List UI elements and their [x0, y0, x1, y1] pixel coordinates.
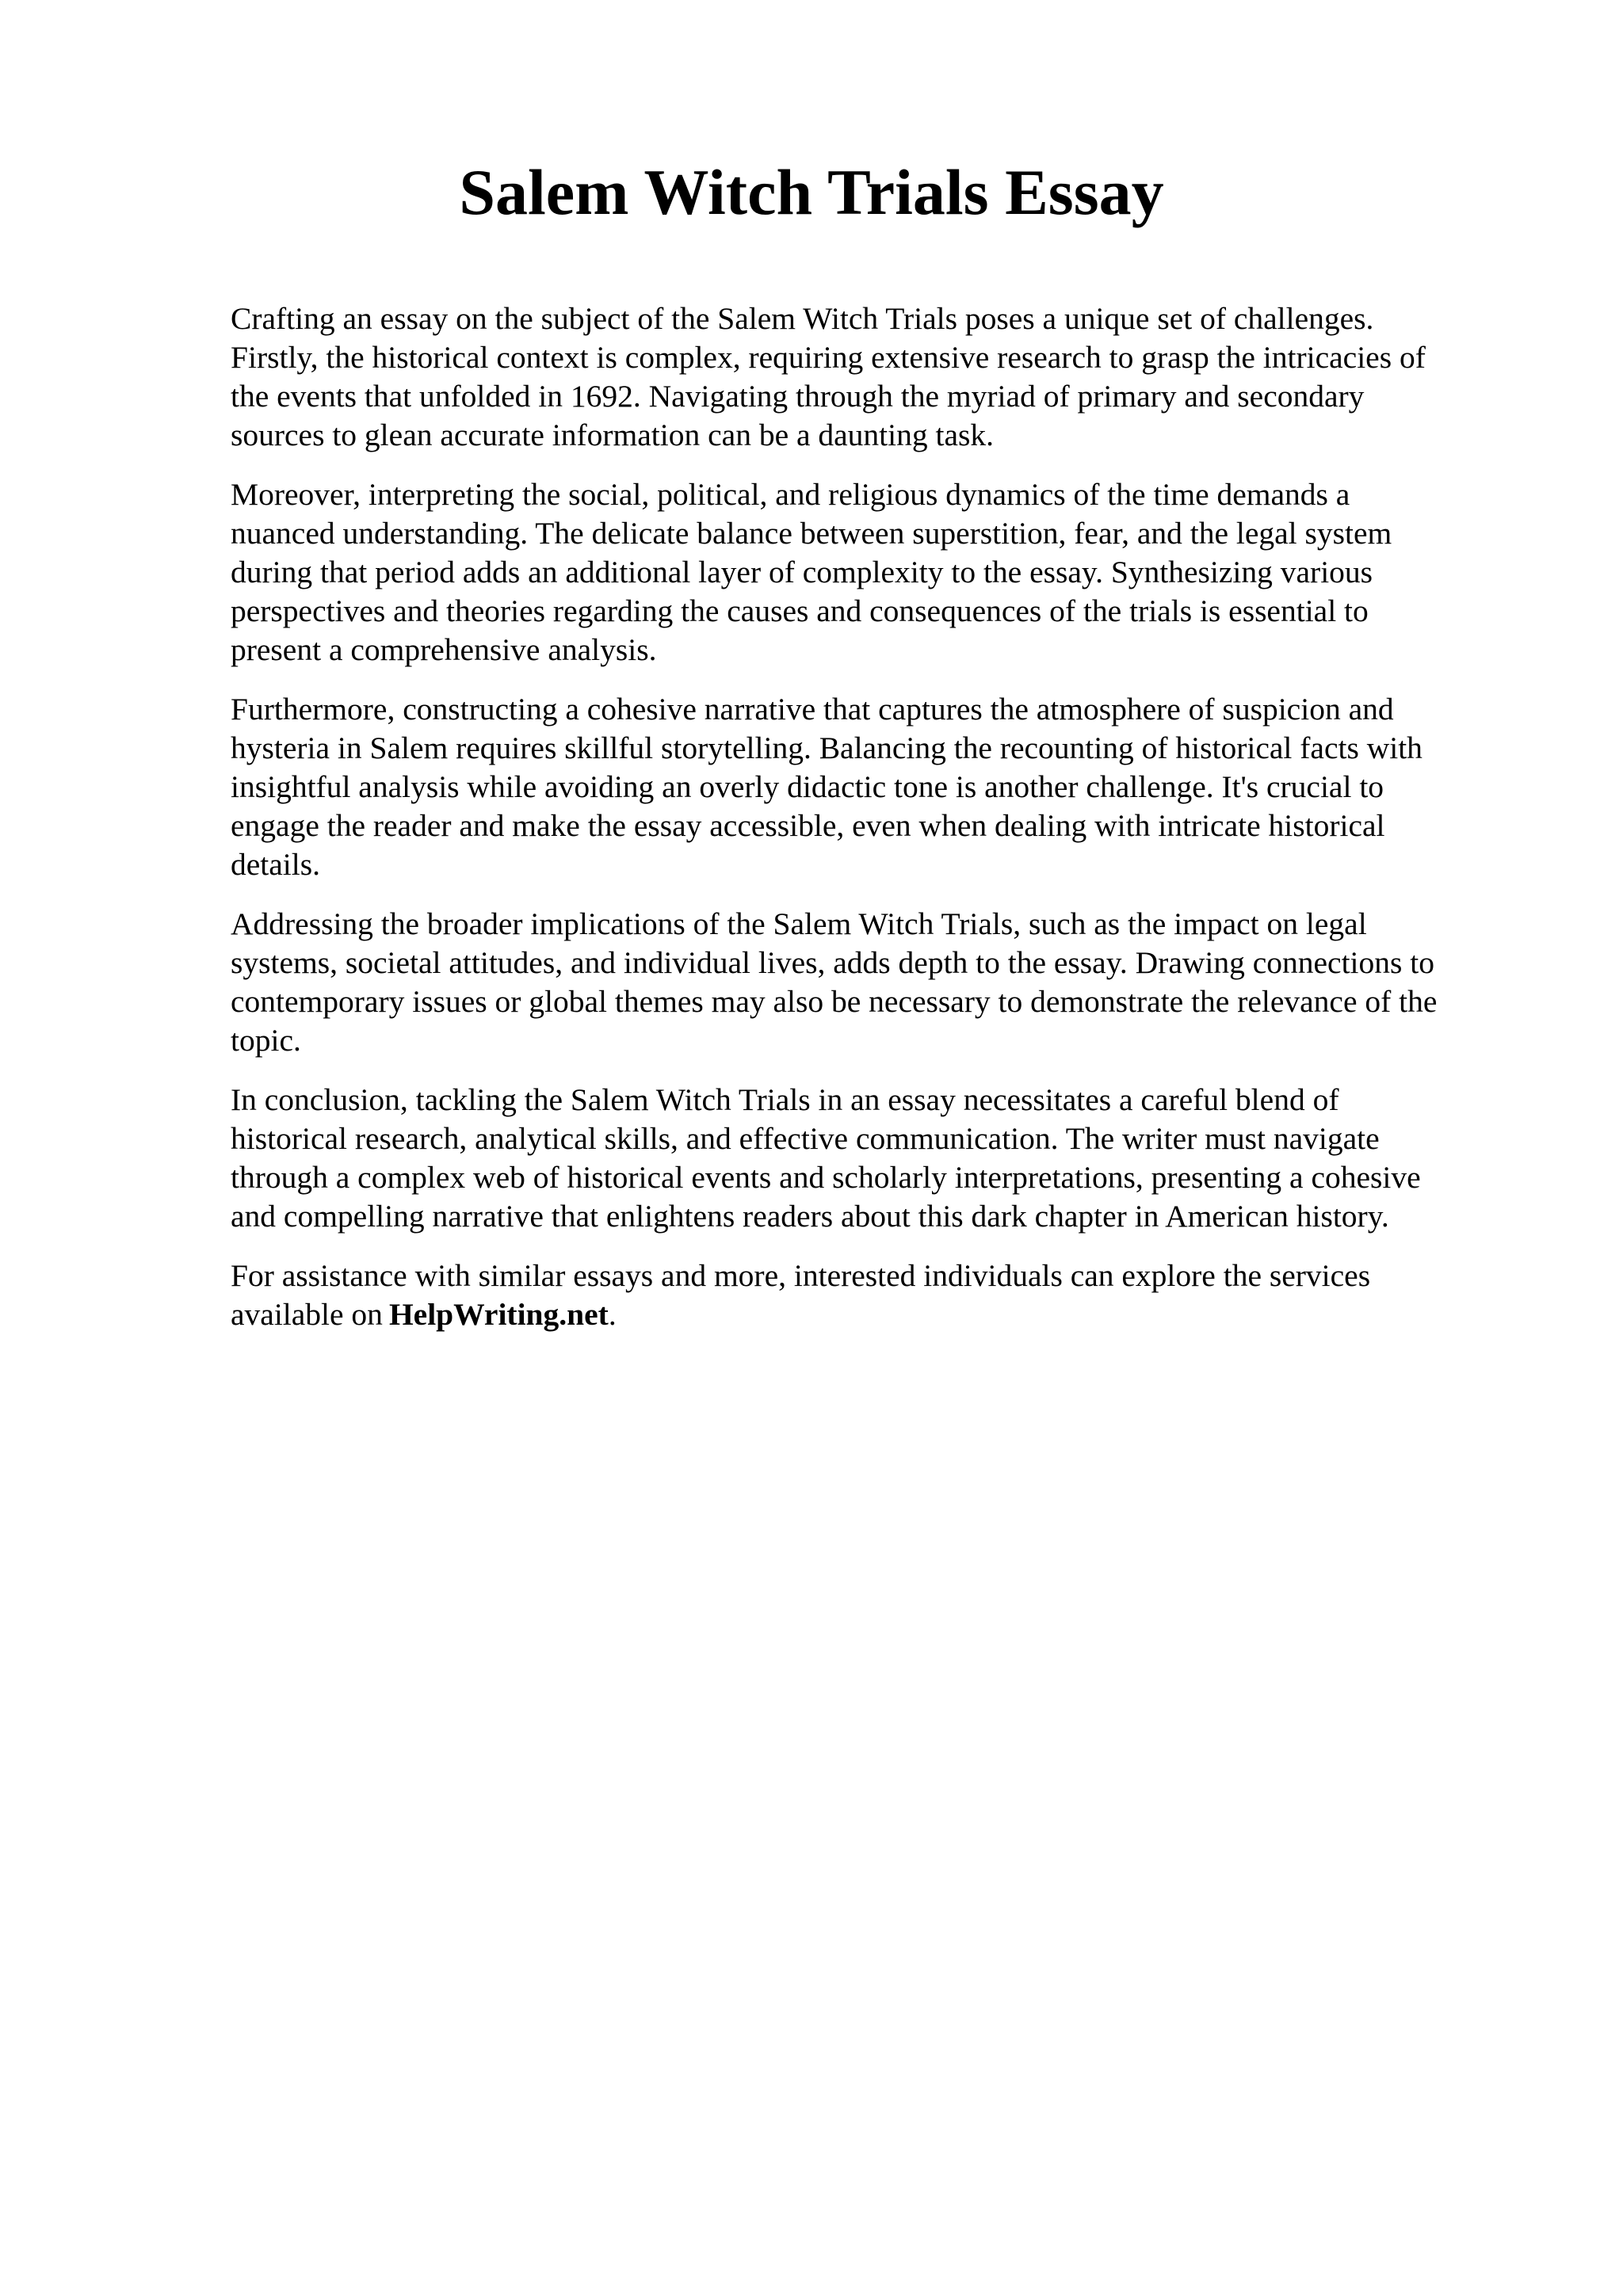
text-line: contemporary issues or global themes may also be necessary to demonstrate the relevance of the: [231, 984, 1438, 1019]
text-line: sources to glean accurate information can be a daunting task.: [231, 418, 994, 452]
document-title: Salem Witch Trials Essay: [459, 156, 1164, 228]
text-line: Firstly, the historical context is complex, requiring extensive research to grasp the intricacies of: [231, 340, 1426, 375]
closing-paragraph: [231, 1257, 1514, 1334]
text-line: the events that unfolded in 1692. Navigating through the myriad of primary and secondary: [231, 379, 1365, 414]
text-line: nuanced understanding. The delicate balance between superstition, fear, and the legal system: [231, 516, 1392, 551]
text-line: topic.: [231, 1023, 301, 1058]
text-line: For assistance with similar essays and more, interested individuals can explore the services: [231, 1258, 1371, 1293]
essay-body: [231, 299, 1514, 1355]
text-line: historical research, analytical skills, and effective communication. The writer must navigate: [231, 1121, 1380, 1156]
text-line: Crafting an essay on the subject of the Salem Witch Trials poses a unique set of challenges.: [231, 301, 1374, 336]
closing-prefix: available on: [231, 1297, 383, 1332]
text-line: perspectives and theories regarding the causes and consequences of the trials is essential to: [231, 593, 1369, 628]
text-line: present a comprehensive analysis.: [231, 632, 657, 667]
paragraph-2: [231, 475, 1514, 669]
text-line: hysteria in Salem requires skillful storytelling. Balancing the recounting of historical facts with: [231, 730, 1423, 765]
text-line: In conclusion, tackling the Salem Witch Trials in an essay necessitates a careful blend of: [231, 1082, 1339, 1117]
helpwriting-link[interactable]: HelpWriting.net: [388, 1297, 609, 1332]
paragraph-4: [231, 905, 1514, 1060]
text-line: during that period adds an additional layer of complexity to the essay. Synthesizing various: [231, 555, 1373, 589]
text-line: systems, societal attitudes, and individual lives, adds depth to the essay. Drawing connections to: [231, 945, 1434, 980]
text-line: Furthermore, constructing a cohesive narrative that captures the atmosphere of suspicion and: [231, 692, 1394, 727]
text-line: through a complex web of historical events and scholarly interpretations, presenting a cohesive: [231, 1160, 1421, 1195]
paragraph-1: [231, 299, 1514, 455]
text-line: insightful analysis while avoiding an overly didactic tone is another challenge. It's crucial to: [231, 769, 1384, 804]
text-line: details.: [231, 847, 320, 882]
text-line: Addressing the broader implications of the Salem Witch Trials, such as the impact on legal: [231, 906, 1367, 941]
text-line: engage the reader and make the essay accessible, even when dealing with intricate historical: [231, 808, 1385, 843]
paragraph-3: [231, 690, 1514, 884]
paragraph-5: [231, 1081, 1514, 1236]
text-line-with-link: [231, 1295, 1514, 1334]
text-line: and compelling narrative that enlightens readers about this dark chapter in American history.: [231, 1199, 1389, 1234]
text-line: Moreover, interpreting the social, political, and religious dynamics of the time demands a: [231, 477, 1350, 512]
closing-suffix: .: [608, 1297, 617, 1332]
